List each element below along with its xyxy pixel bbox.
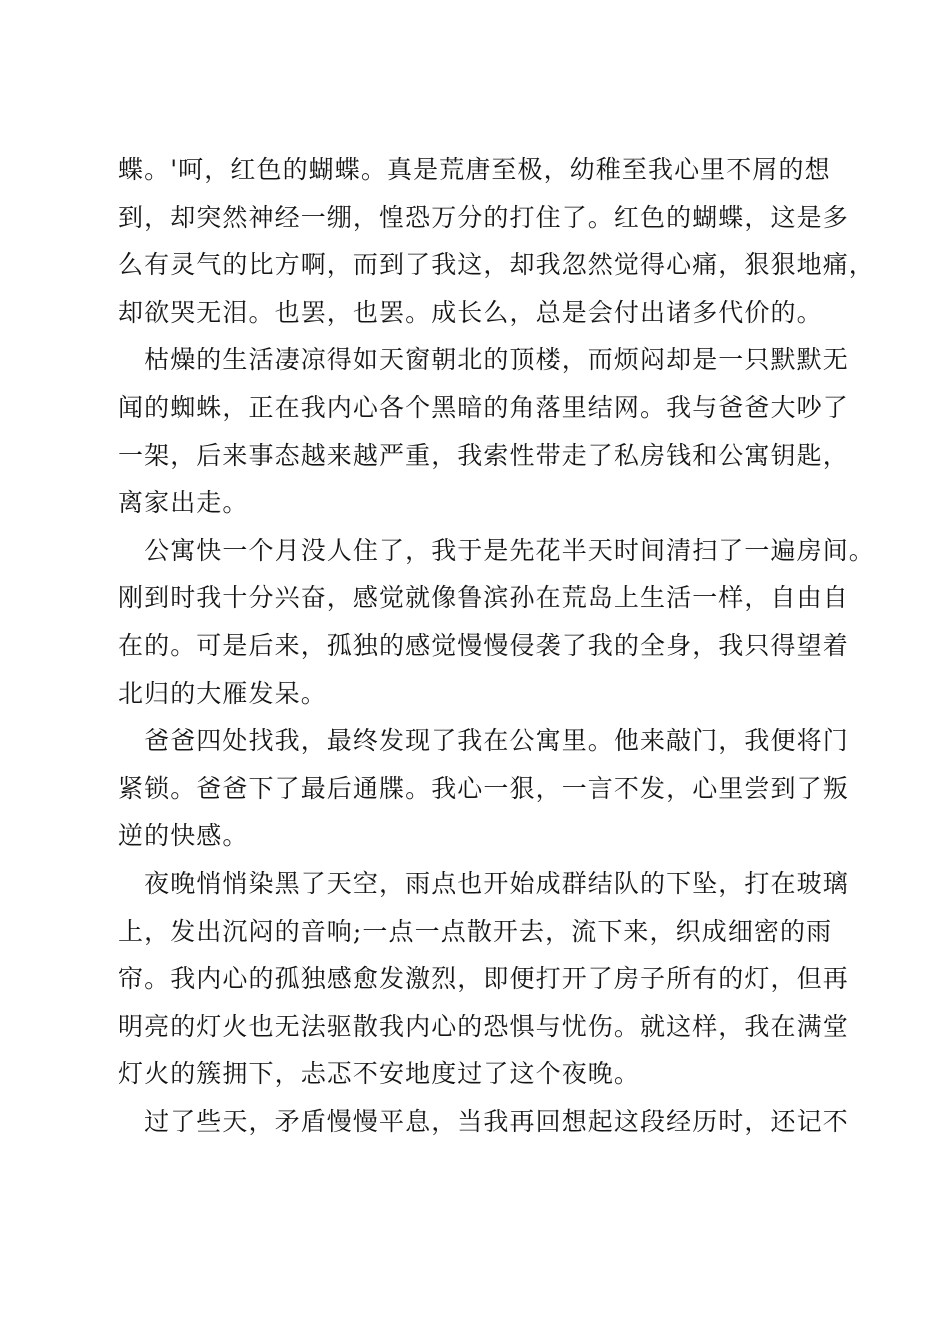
text-line: 离家出走。	[118, 488, 249, 518]
text-line: 闻的蜘蛛，正在我内心各个黑暗的角落里结网。我与爸爸大吵了	[118, 392, 849, 422]
text-line: 刚到时我十分兴奋，感觉就像鲁滨孙在荒岛上生活一样，自由自	[118, 583, 849, 613]
text-line: 夜晚悄悄染黑了天空，雨点也开始成群结队的下坠，打在玻璃	[118, 868, 849, 898]
text-line: 北归的大雁发呆。	[118, 678, 327, 708]
text-line: 公寓快一个月没人住了，我于是先花半天时间清扫了一遍房间。	[118, 535, 875, 565]
text-line: 紧锁。爸爸下了最后通牒。我心一狠，一言不发，心里尝到了叛	[118, 773, 849, 803]
text-line: 上，发出沉闷的音响;一点一点散开去，流下来，织成细密的雨	[118, 916, 833, 946]
text-line: 却欲哭无泪。也罢，也罢。成长么，总是会付出诸多代价的。	[118, 297, 823, 327]
text-line: 爸爸四处找我，最终发现了我在公寓里。他来敲门，我便将门	[118, 726, 849, 756]
text-line: 么有灵气的比方啊，而到了我这，却我忽然觉得心痛，狠狠地痛，	[118, 250, 875, 280]
text-line: 一架，后来事态越来越严重，我索性带走了私房钱和公寓钥匙，	[118, 440, 849, 470]
text-line: 灯火的簇拥下，忐忑不安地度过了这个夜晚。	[118, 1059, 641, 1089]
text-line: 枯燥的生活凄凉得如天窗朝北的顶楼，而烦闷却是一只默默无	[118, 345, 849, 375]
text-line: 在的。可是后来，孤独的感觉慢慢侵袭了我的全身，我只得望着	[118, 630, 849, 660]
text-line: 帘。我内心的孤独感愈发激烈，即便打开了房子所有的灯，但再	[118, 964, 849, 994]
text-line: 逆的快感。	[118, 821, 249, 851]
document-body	[118, 146, 875, 1145]
text-line: 明亮的灯火也无法驱散我内心的恐惧与忧伤。就这样，我在满堂	[118, 1011, 849, 1041]
text-line: 过了些天，矛盾慢慢平息，当我再回想起这段经历时，还记不	[118, 1106, 849, 1136]
text-line: 蝶。'呵，红色的蝴蝶。真是荒唐至极，幼稚至我心里不屑的想	[118, 155, 831, 184]
text-line: 到，却突然神经一绷，惶恐万分的打住了。红色的蝴蝶，这是多	[118, 202, 849, 232]
